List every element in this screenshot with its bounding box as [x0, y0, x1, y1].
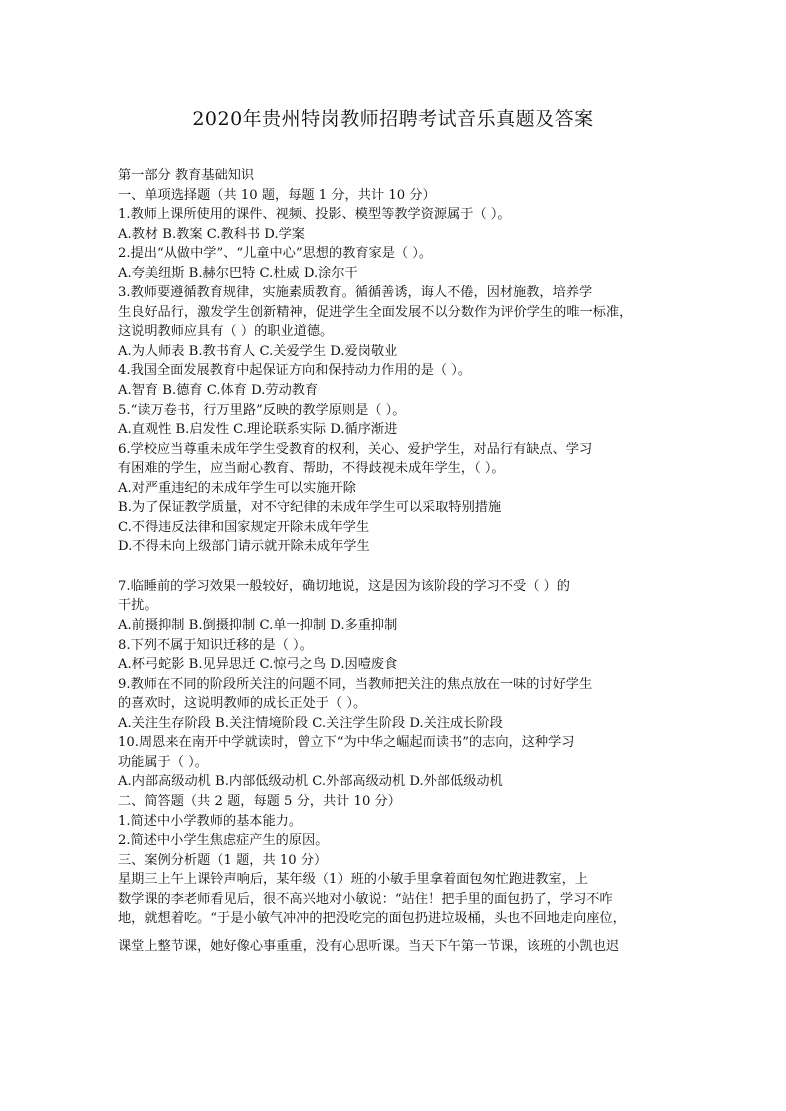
text-line: A.夸美纽斯 B.赫尔巴特 C.杜威 D.涂尔干 [118, 265, 358, 281]
text-line: 1.简述中小学教师的基本能力。 [118, 813, 303, 829]
text-line: 三、案例分析题（1 题，共 10 分） [118, 852, 328, 868]
text-line: 功能属于（ ）。 [118, 754, 208, 770]
text-line: 4.我国全面发展教育中起保证方向和保持动力作用的是（ ）。 [118, 363, 472, 379]
text-line: 2.简述中小学生焦虑症产生的原因。 [118, 833, 329, 849]
text-line: D.不得未向上级部门请示就开除未成年学生 [118, 539, 370, 555]
text-line: 1.教师上课所使用的课件、视频、投影、模型等教学资源属于（ ）。 [118, 207, 511, 223]
text-line: 7.临睡前的学习效果一般较好，确切地说，这是因为该阶段的学习不受（ ）的 [118, 578, 570, 594]
text-line: 10.周恩来在南开中学就读时，曾立下“为中华之崛起而读书”的志向，这种学习 [118, 735, 575, 751]
text-line: 数学课的李老师看见后，很不高兴地对小敏说：“站住！把手里的面包扔了，学习不咋 [118, 891, 613, 907]
text-line: A.杯弓蛇影 B.见异思迁 C.惊弓之鸟 D.因噎废食 [118, 657, 398, 673]
text-line: 3.教师要遵循教育规律，实施素质教育。循循善诱，诲人不倦，因材施教，培养学 [118, 285, 593, 301]
text-line: 6.学校应当尊重未成年学生受教育的权利，关心、爱护学生，对品行有缺点、学习 [118, 441, 593, 457]
text-line: A.为人师表 B.教书育人 C.关爱学生 D.爱岗敬业 [118, 343, 398, 359]
text-line: A.关注生存阶段 B.关注情境阶段 C.关注学生阶段 D.关注成长阶段 [118, 715, 503, 731]
text-line: 生良好品行，激发学生创新精神，促进学生全面发展不以分数作为评价学生的唯一标准， [118, 304, 633, 320]
text-line: 9.教师在不同的阶段所关注的问题不同，当教师把关注的焦点放在一味的讨好学生 [118, 676, 593, 692]
document-body [118, 166, 678, 956]
text-line: 一、单项选择题（共 10 题，每题 1 分，共计 10 分） [118, 187, 436, 203]
text-line: 这说明教师应具有（ ）的职业道德。 [118, 324, 334, 340]
paragraph-gap [118, 557, 678, 577]
text-line: 8.下列不属于知识迁移的是（ ）。 [118, 637, 313, 653]
text-line: 的喜欢时，这说明教师的成长正处于（ ）。 [118, 696, 367, 712]
text-line: 星期三上午上课铃声响后，某年级（1）班的小敏手里拿着面包匆忙跑进教室，上 [118, 872, 588, 888]
text-line: 5.“读万卷书，行万里路”反映的教学原则是（ ）。 [118, 402, 406, 418]
text-line: 2.提出“从做中学”、“儿童中心”思想的教育家是（ ）。 [118, 246, 433, 262]
paragraph-gap [118, 929, 678, 937]
text-line: 地，就想着吃。“于是小敏气冲冲的把没吃完的面包扔进垃圾桶，头也不回地走向座位， [118, 911, 626, 927]
text-block-part-three [118, 937, 678, 957]
text-line: 有困难的学生，应当耐心教育、帮助，不得歧视未成年学生，（ ）。 [118, 461, 505, 477]
text-block-part-one [118, 166, 678, 557]
text-line: 干扰。 [118, 598, 158, 614]
text-line: C.不得违反法律和国家规定开除未成年学生 [118, 519, 370, 535]
text-block-part-two [118, 577, 678, 929]
text-line: A.教材 B.教案 C.教科书 D.学案 [118, 226, 305, 242]
text-line: A.直观性 B.启发性 C.理论联系实际 D.循序渐进 [118, 422, 398, 438]
text-line: 二、简答题（共 2 题，每题 5 分，共计 10 分） [118, 793, 401, 809]
text-line: A.前摄抑制 B.倒摄抑制 C.单一抑制 D.多重抑制 [118, 618, 398, 634]
text-line: A.对严重违纪的未成年学生可以实施开除 [118, 480, 356, 496]
text-line: 课堂上整节课，她好像心事重重，没有心思听课。当天下午第一节课，该班的小凯也迟 [118, 938, 620, 954]
text-line: B.为了保证教学质量，对不守纪律的未成年学生可以采取特别措施 [118, 500, 502, 516]
text-line: A.智育 B.德育 C.体育 D.劳动教育 [118, 383, 319, 399]
text-line: 第一部分 教育基础知识 [118, 168, 255, 183]
text-line: A.内部高级动机 B.内部低级动机 C.外部高级动机 D.外部低级动机 [118, 774, 503, 790]
document-title: 2020年贵州特岗教师招聘考试音乐真题及答案 [192, 108, 594, 130]
